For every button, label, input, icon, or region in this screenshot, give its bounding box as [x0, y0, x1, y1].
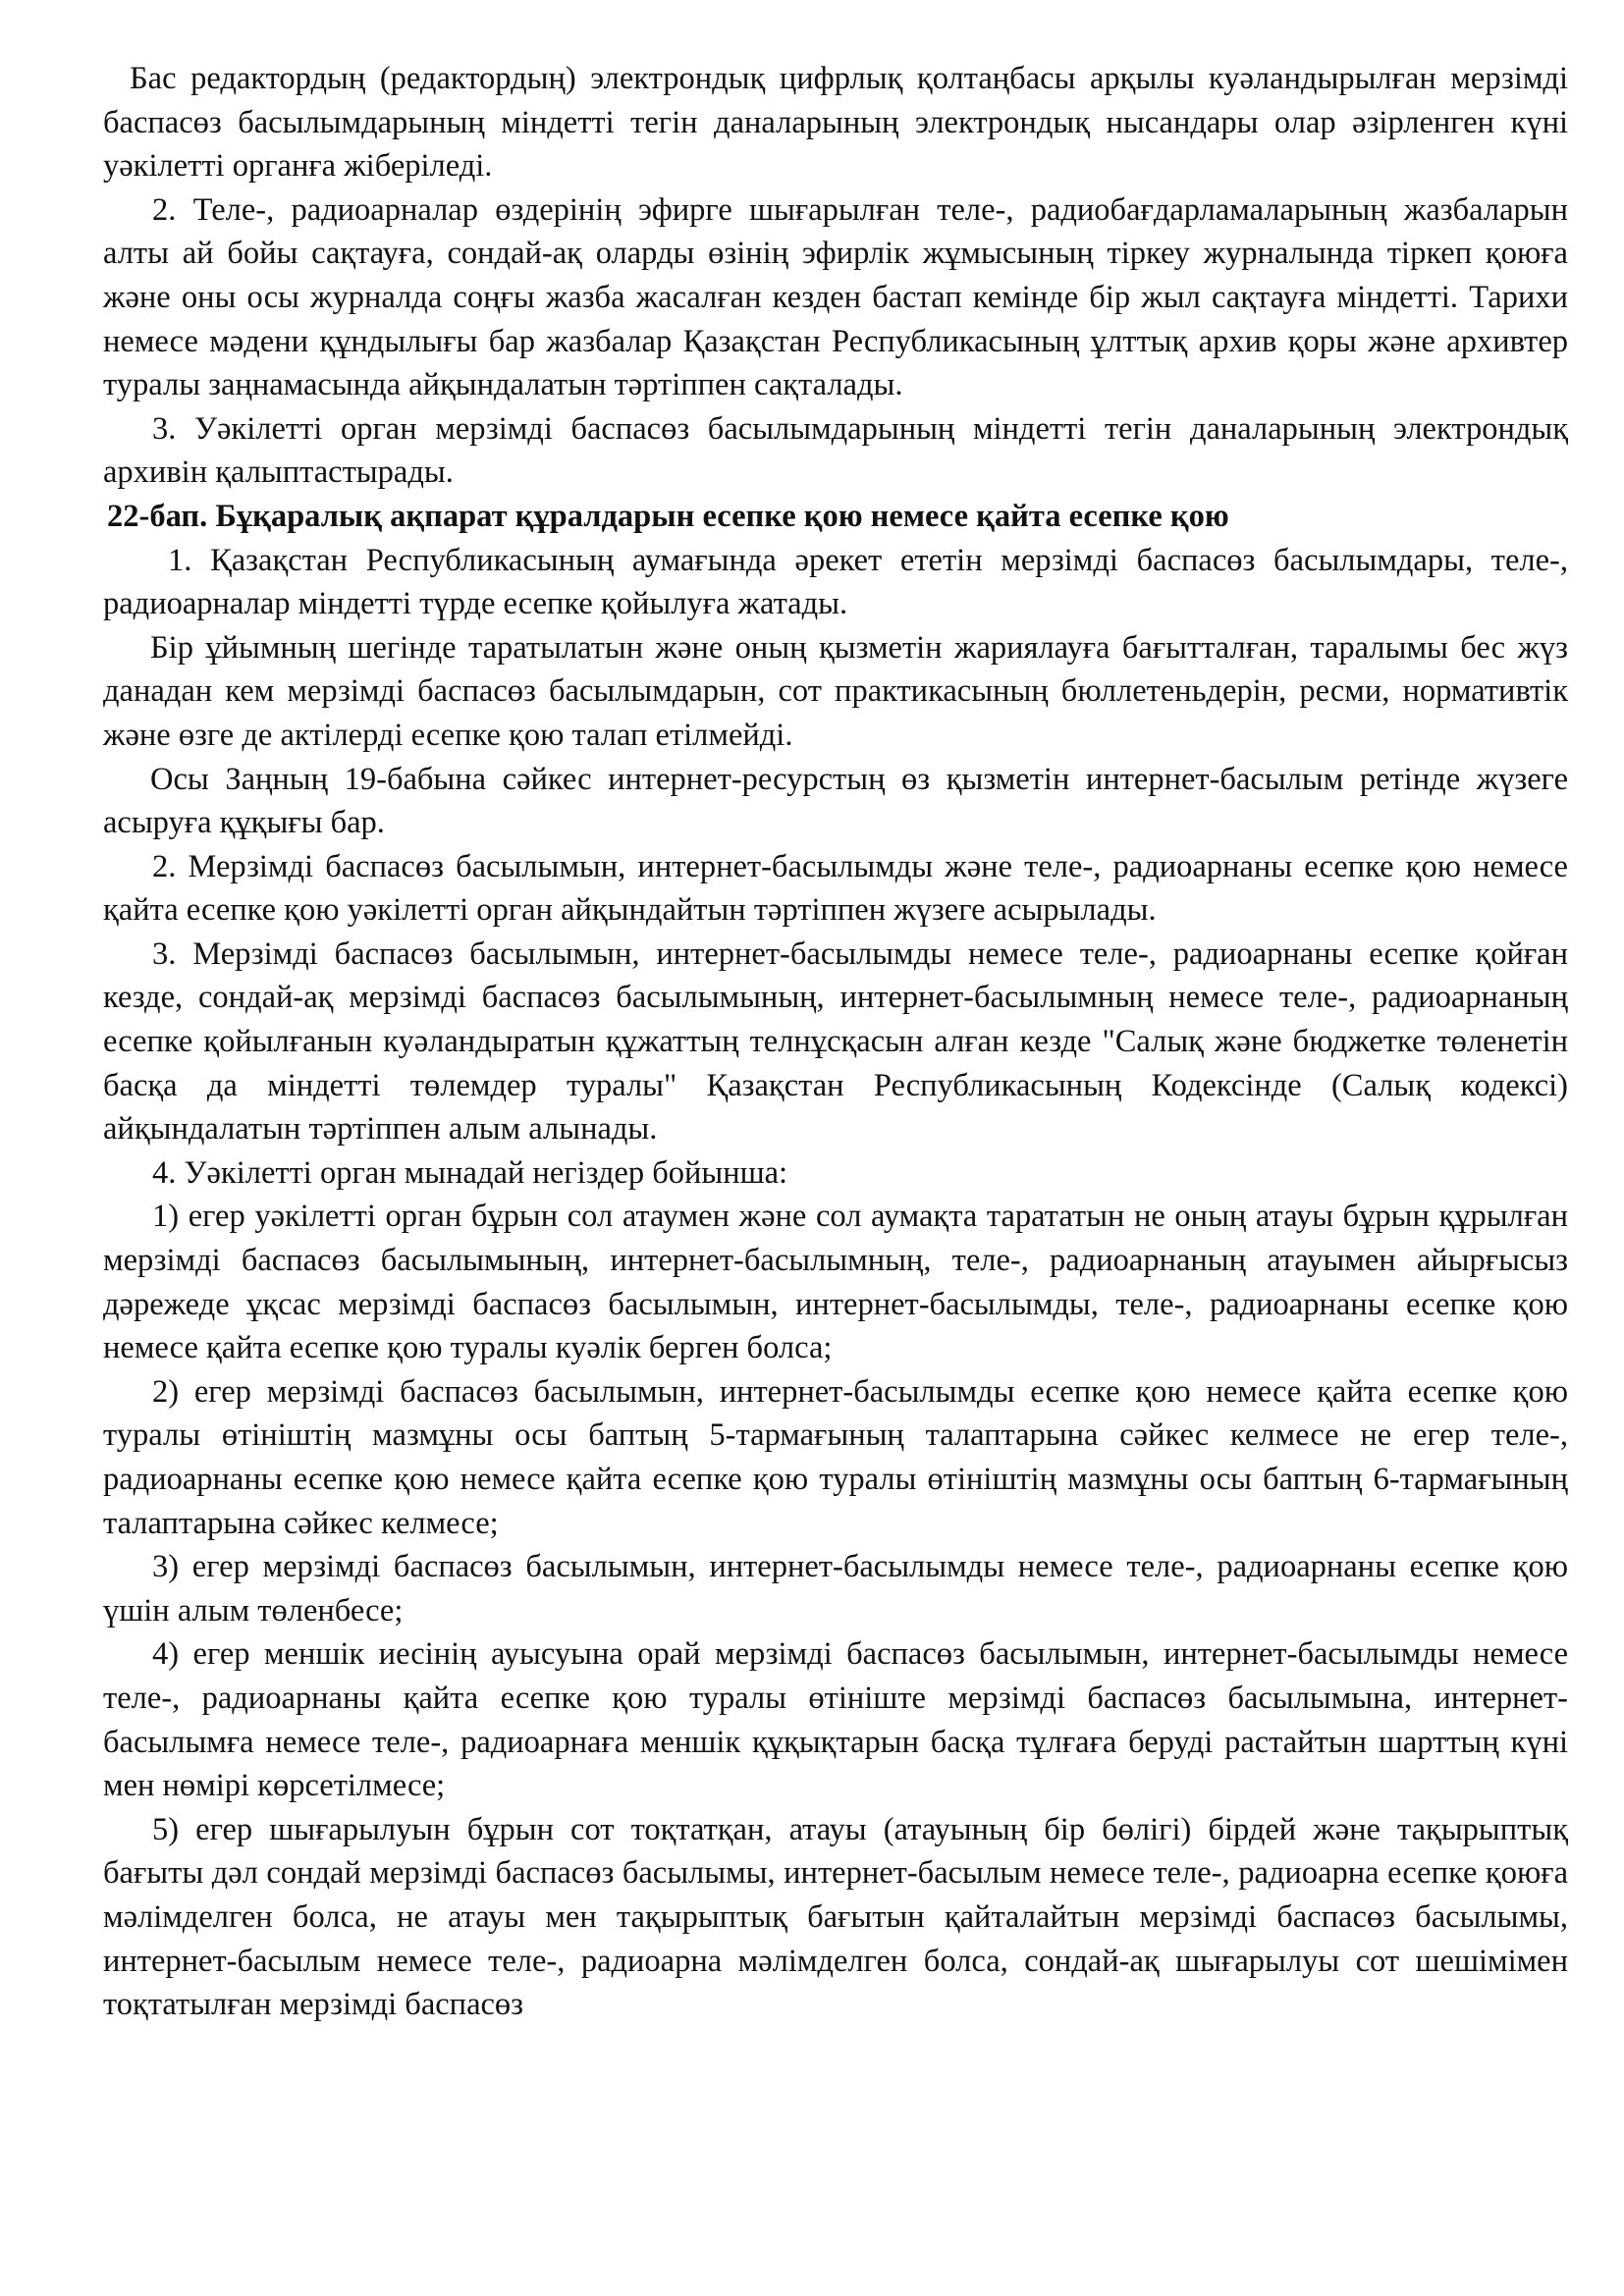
paragraph-tv-radio-records: 2. Теле-, радиоарналар өздерінің эфирге шығарылған теле-, радиобағдарламаларының жазбаларын алты ай бойы сақтауға, сондай-ақ оларды өзінің эфирлік жұмысының тіркеу журналында тіркеп қоюға және оны осы журналда соңғы жазба жасалған кезден бастап кемінде бір жыл сақтауға міндетті. Тарихи немесе мәдени құндылығы бар жазбалар Қазақстан Республикасының ұлттық архив қоры және архивтер туралы заңнамасында айқындалатын тәртіппен сақталады. — [103, 191, 1568, 403]
list-item-ground-1: 1) егер уәкілетті орган бұрын сол атаумен және сол аумақта тарататын не оның атауы бұрын құрылған мерзімді баспасөз басылымының, интернет-басылымның, теле-, радиоарнаның атауымен айырғысыз дәрежеде ұқсас мерзімді баспасөз басылымын, интернет-басылымды, теле-, радиоарнаны есепке қою немесе қайта есепке қою туралы куәлік берген болса; — [103, 1199, 1568, 1366]
paragraph-electronic-archive: 3. Уәкілетті орган мерзімді баспасөз басылымдарының міндетті тегін даналарының электрондық архивін қалыптастырады. — [103, 410, 1568, 491]
paragraph-registration-procedure: 2. Мерзімді баспасөз басылымын, интернет-басылымды және теле-, радиоарнаны есепке қою немесе қайта есепке қою уәкілетті орган айқындайтын тәртіппен жүзеге асырылады. — [103, 848, 1568, 929]
list-item-ground-3: 3) егер мерзімді баспасөз басылымын, интернет-басылымды немесе теле-, радиоарнаны есепке қою үшін алым төленбесе; — [103, 1549, 1568, 1629]
paragraph-registration-required: 1. Қазақстан Республикасының аумағында әрекет ететін мерзімді баспасөз басылымдары, теле-, радиоарналар міндетті түрде есепке қойылуға жатады. — [103, 542, 1568, 622]
paragraph-registration-fee: 3. Мерзімді баспасөз басылымын, интернет-басылымды немесе теле-, радиоарнаны есепке қойған кезде, сондай-ақ мерзімді баспасөз басылымының, интернет-басылымның немесе теле-, радиоарнаның есепке қойылғанын куәландыратын құжаттың телнұсқасын алған кезде "Салық және бюджетке төленетін басқа да міндетті төлемдер туралы" Қазақстан Республикасының Кодексінде (Салық кодексі) айқындалатын тәртіппен алым алынады. — [103, 935, 1568, 1148]
article-22-heading: 22-бап. Бұқаралық ақпарат құралдарын есепке қою немесе қайта есепке қою — [107, 498, 1229, 534]
paragraph-refusal-grounds: 4. Уәкілетті орган мынадай негіздер бойынша: — [152, 1154, 788, 1191]
list-item-ground-5: 5) егер шығарылуын бұрын сот тоқтатқан, атауы (атауының бір бөлігі) бірдей және тақырыптық бағыты дәл сондай мерзімді баспасөз басылымы, интернет-басылым немесе теле-, радиоарна есепке қоюға мәлімделген болса, не атауы мен тақырыптық бағытын қайталайтын мерзімді баспасөз басылымы, интернет-басылым немесе теле-, радиоарна мәлімделген болса, сондай-ақ шығарылуы сот шешімімен тоқтатылған мерзімді баспасөз — [103, 1811, 1568, 2023]
paragraph-internet-resource: Осы Заңның 19-бабына сәйкес интернет-ресурстың өз қызметін интернет-басылым ретінде жүзеге асыруға құқығы бар. — [103, 761, 1568, 841]
document-page — [103, 57, 1568, 2027]
paragraph-registration-exemption: Бір ұйымның шегінде таратылатын және оның қызметін жариялауға бағытталған, таралымы бес жүз данадан кем мерзімді баспасөз басылымдарын, сот практикасының бюллетеньдерін, ресми, нормативтік және өзге де актілерді есепке қою талап етілмейді. — [103, 629, 1568, 753]
paragraph-electronic-copies: Бас редактордың (редактордың) электрондық цифрлық қолтаңбасы арқылы куәландырылған мерзімді баспасөз басылымдарының міндетті тегін даналарының электрондық нысандары олар әзірленген күні уәкілетті органға жіберіледі. — [103, 61, 1568, 185]
list-item-ground-2: 2) егер мерзімді баспасөз басылымын, интернет-басылымды есепке қою немесе қайта есепке қою туралы өтініштің мазмұны осы баптың 5-тармағының талаптарына сәйкес келмесе не егер теле-, радиоарнаны есепке қою немесе қайта есепке қою туралы өтініштің мазмұны осы баптың 6-тармағының талаптарына сәйкес келмесе; — [103, 1373, 1568, 1541]
list-item-ground-4: 4) егер меншік иесінің ауысуына орай мерзімді баспасөз басылымын, интернет-басылымды немесе теле-, радиоарнаны қайта есепке қою туралы өтініште мерзімді баспасөз басылымына, интернет-басылымға немесе теле-, радиоарнаға меншік құқықтарын басқа тұлғаға беруді растайтын шарттың күні мен нөмірі көрсетілмесе; — [103, 1636, 1568, 1804]
